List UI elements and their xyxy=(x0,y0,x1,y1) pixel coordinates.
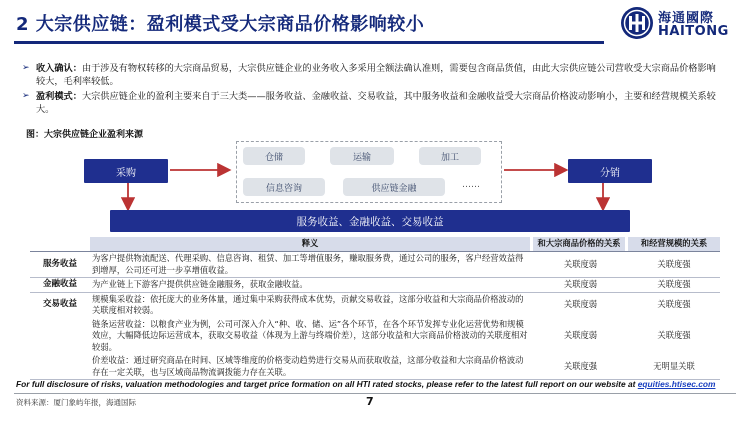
table-row xyxy=(30,278,720,293)
row-price-rel: 关联度弱 xyxy=(563,299,598,310)
bullet-key: 收入确认： xyxy=(36,63,82,74)
bullet-revenue-recognition xyxy=(22,62,722,88)
haitong-logo xyxy=(620,6,746,42)
row-desc: 为产业链上下游客户提供供应链金融服务，获取金融收益。 xyxy=(92,279,308,289)
row-name xyxy=(30,354,90,379)
revenue-bar: 服务收益、金融收益、交易收益 xyxy=(110,210,630,232)
figure-caption: 图：大宗供应链企业盈利来源 xyxy=(26,130,144,140)
bullet-arrow-icon: ➢ xyxy=(22,63,30,73)
row-scale-rel: 关联度强 xyxy=(657,299,691,310)
bullet-text: 大宗供应链企业的盈利主要来自于三大类——服务收益、金融收益、交易收益，其中服务收益和金融收益受大宗商品价格波动影响小，主要和经营规模关系较大。 xyxy=(36,91,716,115)
source-note: 资料来源：厦门象屿年报，海通国际 xyxy=(16,398,136,407)
service-transport: 运输 xyxy=(330,147,394,165)
service-info-consulting: 信息咨询 xyxy=(243,178,325,196)
service-warehousing: 仓储 xyxy=(243,147,305,165)
disclosure-body: For full disclosure of risks, valuation methodologies and target price formation on all HTI rated stocks, please refer to the latest full report on our website at xyxy=(16,379,638,389)
haitong-logo-icon xyxy=(620,6,654,40)
bullet-profit-model xyxy=(22,90,722,116)
row-scale-rel: 关联度强 xyxy=(657,258,691,269)
row-desc: 为客户提供物流配送、代理采购、信息咨询、租赁、加工等增值服务，赚取服务费，通过公司的服务，客户经营效益得到增厚，公司还可进一步享增值收益。 xyxy=(92,253,524,275)
table-row xyxy=(30,318,720,355)
bullet-list xyxy=(22,62,722,116)
table-row xyxy=(30,354,720,380)
table-header xyxy=(30,237,720,251)
row-desc: 链条运营收益：以粮食产业为例，公司可深入介入“种、收、储、运”各个环节，在各个环节发挥专业化运营优势和规模效应，大幅降低边际运营成本，获取交易收益（体现为上游与终端价差），这部分收益和大宗商品价格波动的关联度相对较弱。 xyxy=(92,318,528,352)
logo-chinese-text: 海通國際 xyxy=(658,11,715,26)
website-link[interactable]: equities.htisec.com xyxy=(637,379,716,389)
row-price-rel: 关联度弱 xyxy=(563,258,598,269)
service-processing: 加工 xyxy=(419,147,481,165)
bullet-key: 盈利模式： xyxy=(36,91,82,102)
purchase-box: 采购 xyxy=(84,159,168,183)
bullet-arrow-icon: ➢ xyxy=(22,91,30,101)
row-scale-rel: 关联度强 xyxy=(657,279,691,289)
revenue-table xyxy=(30,237,720,380)
table-row xyxy=(30,251,720,278)
service-more: …… xyxy=(462,180,480,190)
row-name: 交易收益 xyxy=(42,299,77,310)
row-desc: 规模集采收益：依托庞大的业务体量，通过集中采购获得成本优势，贡献交易收益，这部分收益和大宗商品价格波动的关联度相对较弱。 xyxy=(92,293,524,315)
footer-divider xyxy=(14,393,736,394)
row-name: 服务收益 xyxy=(42,258,77,269)
header-desc: 释义 xyxy=(90,237,530,251)
page-title: 2 大宗供应链：盈利模式受大宗商品价格影响较小 xyxy=(16,14,425,35)
service-scf: 供应链金融 xyxy=(343,178,445,196)
logo-english-text: HAITONG xyxy=(658,24,729,39)
row-desc: 价差收益：通过研究商品在时间、区域等维度的价格变动趋势进行交易从而获取收益，这部分收益和大宗商品价格波动存在一定关联，也与区域商品物流调拨能力存在关联。 xyxy=(92,355,524,377)
row-price-rel: 关联度弱 xyxy=(563,330,598,340)
row-scale-rel: 无明显关联 xyxy=(653,360,695,371)
row-price-rel: 关联度弱 xyxy=(563,279,598,289)
table-row xyxy=(30,293,720,318)
title-underline xyxy=(14,41,604,44)
row-scale-rel: 关联度强 xyxy=(657,330,691,340)
distribution-box: 分销 xyxy=(568,159,652,183)
page-number: 7 xyxy=(366,395,374,408)
header-price-relation: 和大宗商品价格的关系 xyxy=(533,237,625,251)
row-price-rel: 关联度强 xyxy=(563,360,598,371)
row-name: 金融收益 xyxy=(42,279,77,289)
disclosure-text xyxy=(16,379,715,389)
header-scale-relation: 和经营规模的关系 xyxy=(628,237,720,251)
bullet-text: 由于涉及有物权转移的大宗商品贸易，大宗供应链企业的业务收入多采用全额法确认准则，需要包含商品货值，由此大宗供应链公司营收受大宗商品价格影响较大，毛利率较低。 xyxy=(36,63,716,87)
row-name xyxy=(30,318,90,355)
